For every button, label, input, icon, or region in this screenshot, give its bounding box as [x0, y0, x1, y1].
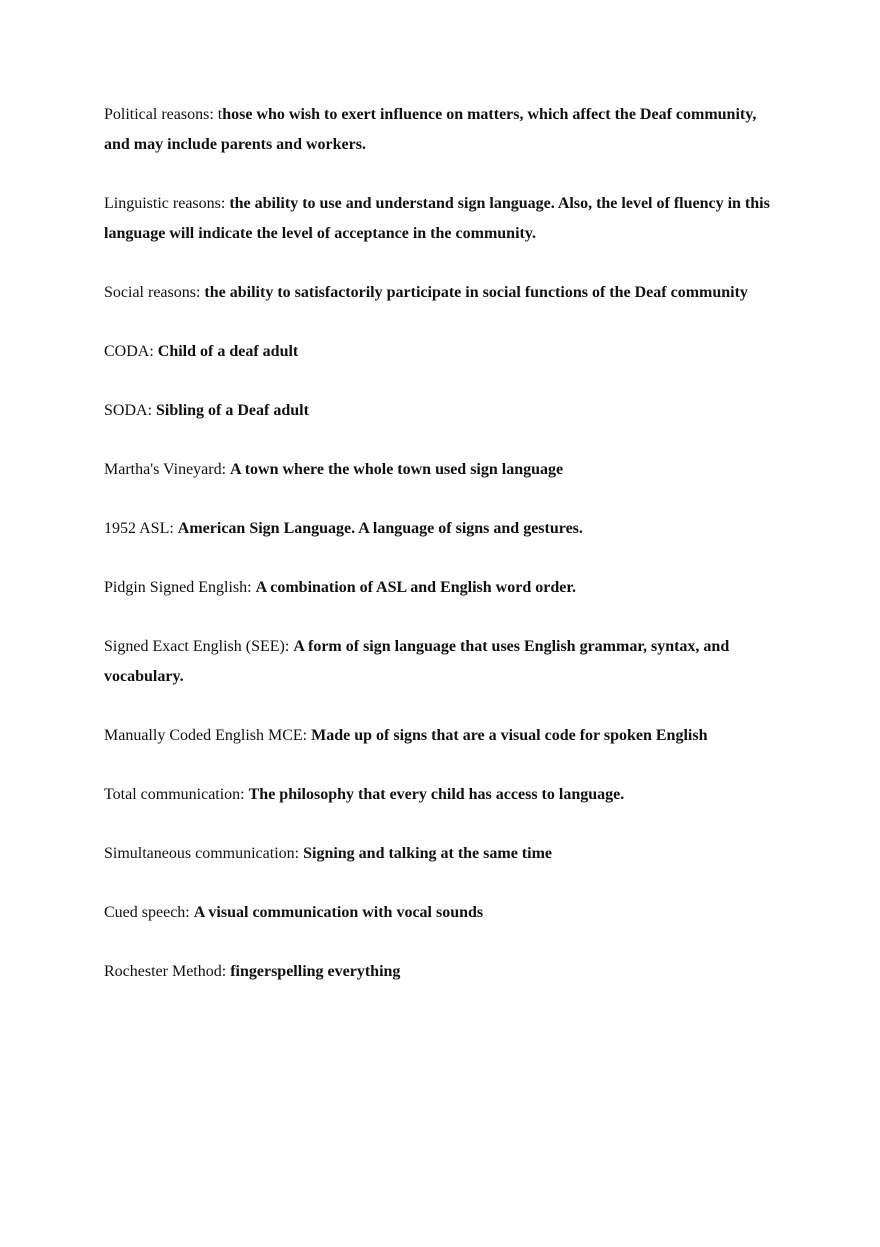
entry-term: Total communication: — [104, 786, 249, 803]
entry-definition: A town where the whole town used sign language — [230, 461, 564, 478]
entry-term: Martha's Vineyard: — [104, 461, 231, 478]
entry-term: Rochester Method: — [104, 963, 231, 980]
entry-term: Manually Coded English MCE: — [104, 727, 312, 744]
glossary-entry-manually-coded-english — [104, 721, 780, 751]
entry-definition: Child of a deaf adult — [157, 343, 299, 360]
entry-definition: fingerspelling everything — [230, 963, 401, 980]
entry-term: Social reasons: — [104, 284, 205, 301]
glossary-entry-asl — [104, 514, 780, 544]
entry-term: Pidgin Signed English: — [104, 579, 256, 596]
glossary-entry-social-reasons — [104, 278, 780, 308]
entry-term: Linguistic reasons: — [104, 195, 230, 212]
glossary-entry-total-communication — [104, 780, 780, 810]
entry-definition: the ability to use and understand sign language. Also, the level of fluency in this language will indicate the level of acceptance in the community. — [104, 195, 770, 242]
entry-definition: A form of sign language that uses English grammar, syntax, and vocabulary. — [104, 638, 730, 685]
entry-definition: hose who wish to exert influence on matters, which affect the Deaf community, and may include parents and workers. — [104, 106, 757, 153]
glossary-entry-soda — [104, 396, 780, 426]
glossary-entry-signed-exact-english — [104, 632, 780, 692]
entry-term: Cued speech: — [104, 904, 194, 921]
glossary-entry-coda — [104, 337, 780, 367]
glossary-entry-political-reasons — [104, 100, 780, 160]
entry-definition: A combination of ASL and English word order. — [255, 579, 576, 596]
entry-definition: the ability to satisfactorily participate in social functions of the Deaf community — [204, 284, 748, 301]
glossary-entry-rochester-method — [104, 957, 780, 987]
entry-definition: A visual communication with vocal sounds — [193, 904, 484, 921]
entry-term: SODA: — [104, 402, 157, 419]
glossary-entry-simultaneous-communication — [104, 839, 780, 869]
glossary-entry-pidgin-signed-english — [104, 573, 780, 603]
glossary-entry-cued-speech — [104, 898, 780, 928]
entry-term: CODA: — [104, 343, 158, 360]
entry-definition: Sibling of a Deaf adult — [156, 402, 309, 419]
entry-term: 1952 ASL: — [104, 520, 178, 537]
entry-definition: American Sign Language. A language of signs and gestures. — [177, 520, 583, 537]
entry-term: Signed Exact English (SEE): — [104, 638, 294, 655]
entry-definition: Signing and talking at the same time — [303, 845, 553, 862]
entry-definition: Made up of signs that are a visual code for spoken English — [311, 727, 708, 744]
glossary-entry-linguistic-reasons — [104, 189, 780, 249]
entry-term: Political reasons: t — [104, 106, 223, 123]
glossary-entry-marthas-vineyard — [104, 455, 780, 485]
entry-definition: The philosophy that every child has access to language. — [248, 786, 625, 803]
entry-term: Simultaneous communication: — [104, 845, 304, 862]
glossary-list — [104, 100, 780, 1016]
